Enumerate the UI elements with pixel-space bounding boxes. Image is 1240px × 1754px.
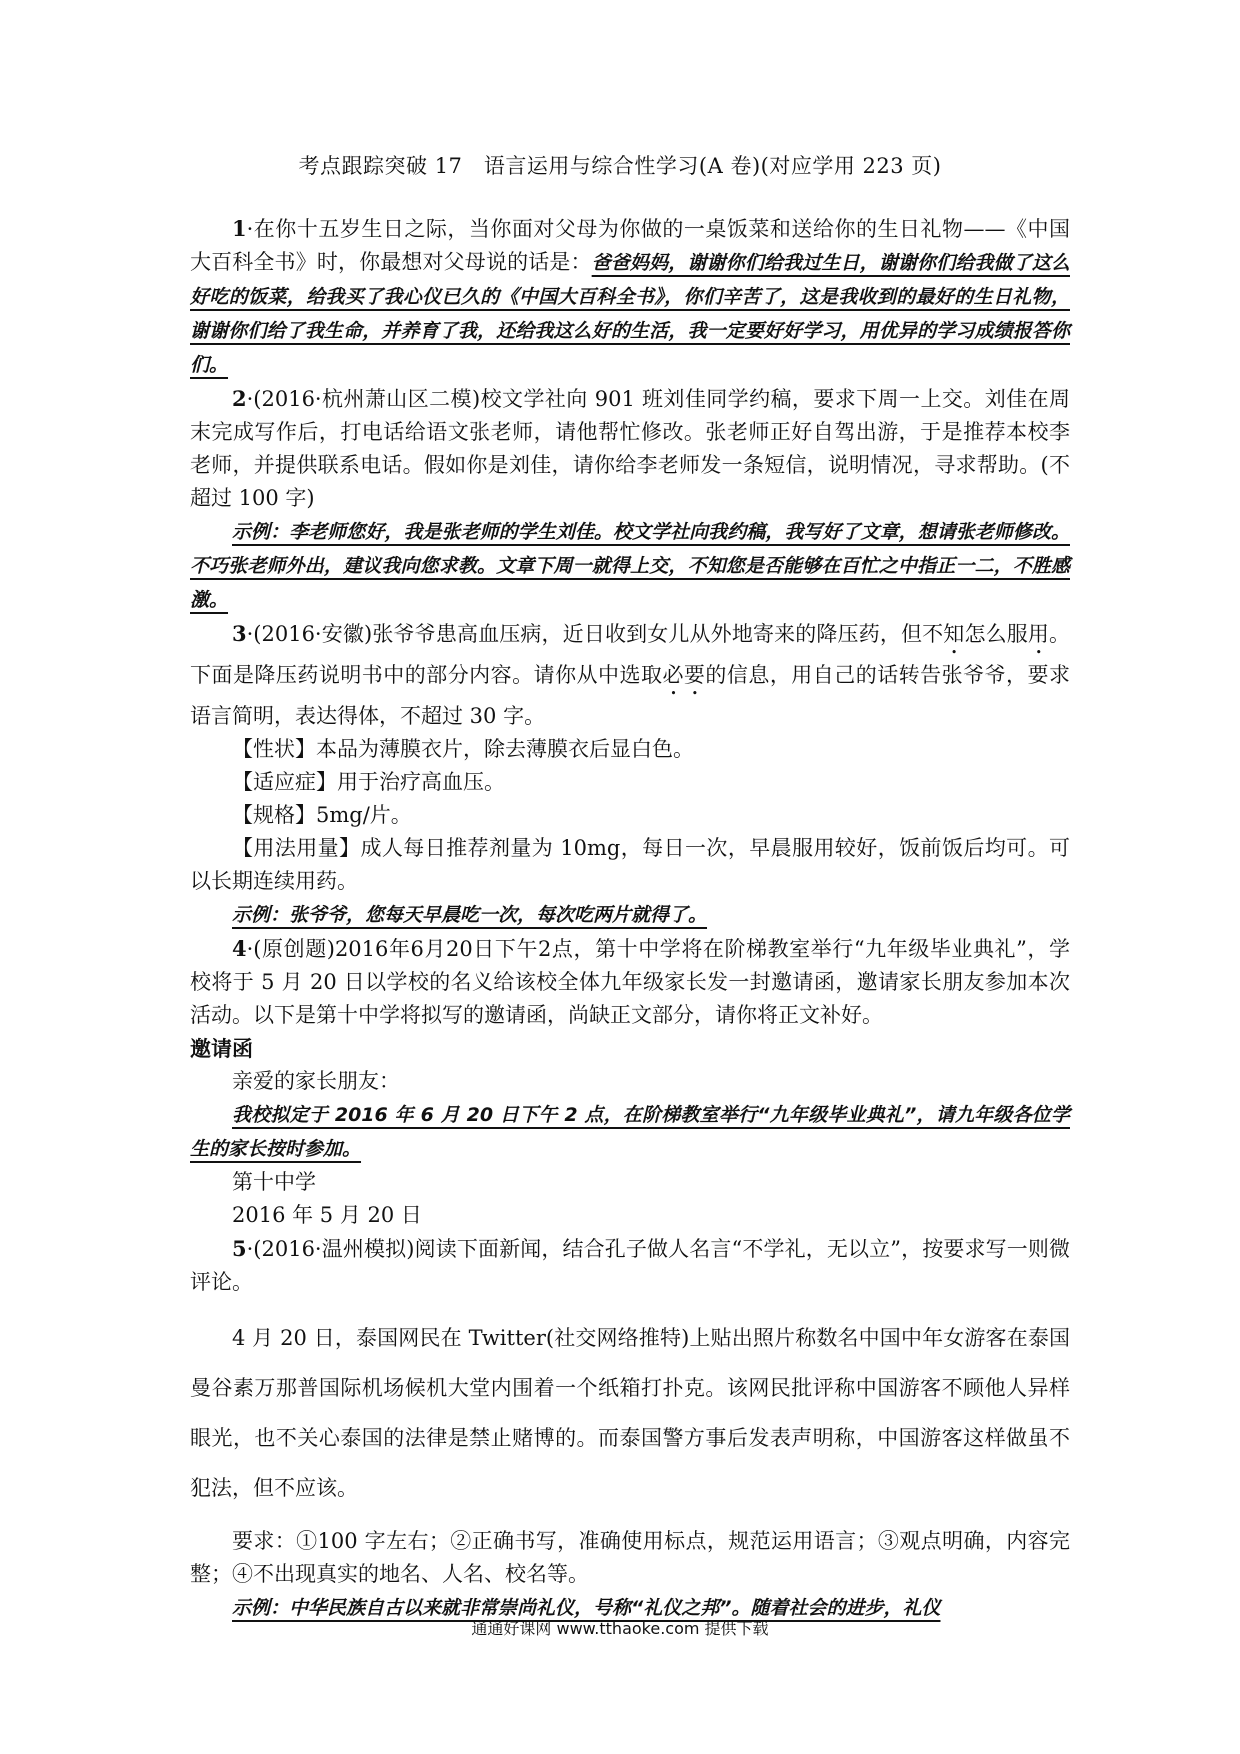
letter-signature: 第十中学: [232, 1170, 316, 1194]
emphasized-text: 用: [1027, 622, 1050, 646]
emphasized-text: 必要: [662, 663, 706, 687]
question-text: ·(2016·杭州萧山区二模)校文学社向 901 班刘佳同学约稿，要求下周一上交。刘佳在周末完成写作后，打电话给语文张老师，请他帮忙修改。张老师正好自驾出游，于是推荐本校李老师，并提供联系电话。假如你是刘佳，请你给李老师发一条短信，说明情况，寻求帮助。(不超过 100 字): [190, 387, 1070, 510]
answer-4: [190, 1098, 1070, 1166]
requirements: 要求：①100 字左右；②正确书写，准确使用标点，规范运用语言；③观点明确，内容完整；④不出现真实的地名、人名、校名等。: [190, 1529, 1070, 1586]
question-4: [190, 932, 1070, 1032]
answer-text: 示例：李老师您好，我是张老师的学生刘佳。校文学社向我约稿，我写好了文章，想请张老师修改。不巧张老师外出，建议我向您求教。文章下周一就得上交，不知您是否能够在百忙之中指正一二，不胜感激。: [190, 521, 1070, 611]
answer-2: [190, 515, 1070, 617]
spec-item: 【性状】本品为薄膜衣片，除去薄膜衣后显白色。: [232, 737, 694, 761]
letter-title: 邀请函: [190, 1036, 253, 1061]
question-text: ·(2016·温州模拟)阅读下面新闻，结合孔子做人名言“不学礼，无以立”，按要求写一则微评论。: [190, 1237, 1070, 1294]
news-paragraph: 4 月 20 日，泰国网民在 Twitter(社交网络推特)上贴出照片称数名中国中年女游客在泰国曼谷素万那普国际机场候机大堂内围着一个纸箱打扑克。该网民批评称中国游客不顾他人异样眼光，也不关心泰国的法律是禁止赌博的。而泰国警方事后发表声明称，中国游客这样做虽不犯法，但不应该。: [190, 1326, 1070, 1500]
spec-item: 【适应症】用于治疗高血压。: [232, 770, 505, 794]
question-text: 。下面是降压药说明书中的部分内容。请你从中选取: [190, 622, 1071, 687]
page-footer: 通通好课网 www.tthaoke.com 提供下载: [471, 1619, 769, 1638]
question-number: 3: [232, 621, 247, 646]
question-2: [190, 382, 1070, 515]
spec-item: 【用法用量】成人每日推荐剂量为 10mg，每日一次，早晨服用较好，饭前饭后均可。可以长期连续用药。: [190, 836, 1070, 893]
question-number: 2: [232, 386, 247, 411]
question-text: ·(原创题)2016年6月20日下午2点，第十中学将在阶梯教室举行“九年级毕业典礼”，学校将于 5 月 20 日以学校的名义给该校全体九年级家长发一封邀请函，邀请家长朋友参加本次活动。以下是第十中学将拟写的邀请函，尚缺正文部分，请你将正文补好。: [190, 937, 1070, 1027]
question-number: 5: [232, 1236, 247, 1261]
question-text: 的信息，用自己的话转告张爷爷，要求语言简明，表达得体，不超过 30 字。: [190, 663, 1071, 728]
page-title: 考点跟踪突破 17 语言运用与综合性学习(A 卷)(对应学用 223 页): [298, 154, 942, 178]
answer-text: 爸爸妈妈，谢谢你们给我过生日，谢谢你们给我做了这么好吃的饭菜，给我买了我心仪已久的《中国大百科全书》，你们辛苦了，这是我收到的最好的生日礼物，谢谢你们给了我生命，并养育了我，还给我这么好的生活，我一定要好好学习，用优异的学习成绩报答你们。: [190, 252, 1070, 376]
question-text: ·在你十五岁生日之际，当你面对父母为你做的一桌饭菜和送给你的生日礼物——《中国大百科全书》时，你最想对父母说的话是：: [190, 217, 1070, 274]
question-5: [190, 1232, 1070, 1299]
document-body: [190, 212, 1070, 1625]
question-number: 4: [232, 936, 247, 961]
emphasized-text: 知: [943, 622, 965, 646]
question-1: [190, 212, 1070, 382]
letter-date: 2016 年 5 月 20 日: [232, 1203, 422, 1227]
spec-item: 【规格】5mg/片。: [232, 803, 412, 827]
answer-3: [190, 898, 1070, 932]
answer-text: 示例：中华民族自古以来就非常崇尚礼仪，号称“礼仪之邦”。随着社会的进步，礼仪: [232, 1597, 941, 1619]
answer-text: 示例：张爷爷，您每天早晨吃一次，每次吃两片就得了。: [232, 904, 708, 926]
question-text: 怎么服: [964, 622, 1028, 646]
question-number: 1: [232, 216, 247, 241]
answer-text: 我校拟定于 2016 年 6 月 20 日下午 2 点，在阶梯教室举行“九年级毕业典礼”，请九年级各位学生的家长按时参加。: [190, 1104, 1070, 1160]
question-3: [190, 617, 1070, 733]
question-text: ·(2016·安徽)张爷爷患高血压病，近日收到女儿从外地寄来的降压药，但不: [246, 622, 944, 646]
letter-greeting: 亲爱的家长朋友：: [232, 1069, 400, 1093]
